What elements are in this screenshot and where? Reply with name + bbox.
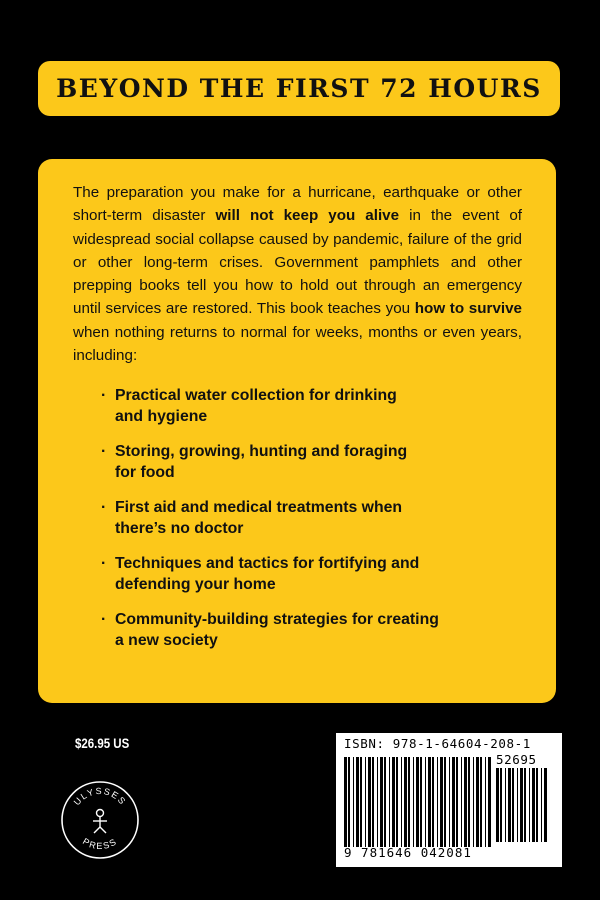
svg-text:ULYSSES xyxy=(72,786,129,807)
feature-text: First aid and medical treatments when xyxy=(115,499,403,517)
barcode-bar xyxy=(496,768,499,842)
barcode-bar xyxy=(452,757,455,847)
barcode-bar xyxy=(461,757,462,847)
barcode-bar xyxy=(432,757,434,847)
publisher-name-bottom: PRESS xyxy=(80,836,120,852)
barcode-bar xyxy=(485,757,486,847)
barcode-bar xyxy=(473,757,474,847)
barcode-bar xyxy=(505,768,506,842)
barcode-bar xyxy=(365,757,366,847)
barcode-bar xyxy=(413,757,414,847)
barcode-bar xyxy=(401,757,402,847)
barcode-bar xyxy=(428,757,431,847)
barcode-bar xyxy=(353,757,354,847)
barcode-bar xyxy=(476,757,479,847)
barcode-bar xyxy=(392,757,395,847)
barcode-bar xyxy=(536,768,538,842)
blurb-panel xyxy=(38,159,556,703)
barcode-bar xyxy=(541,768,542,842)
barcode-bar xyxy=(524,768,526,842)
bullet-icon: · xyxy=(101,499,107,517)
intro-text-2: in the event of widespread social collapse caused by pandemic, failure of the grid or other long-term crises. Government pamphlets and other prepping books tell you how to hold out through an emergency until services are restored. This book teaches you xyxy=(73,207,522,318)
barcode-bar xyxy=(529,768,530,842)
price-addon-barcode xyxy=(496,752,548,847)
barcode-bar xyxy=(384,757,386,847)
bullet-icon: · xyxy=(101,387,107,405)
ean-digits: 9 781646 042081 xyxy=(344,845,472,860)
barcode-bar xyxy=(440,757,443,847)
intro-paragraph xyxy=(73,181,522,367)
barcode-bar xyxy=(425,757,426,847)
bullet-icon: · xyxy=(101,443,107,461)
barcode-bar xyxy=(416,757,419,847)
barcode-bar xyxy=(544,768,547,842)
feature-text: Storing, growing, hunting and foraging xyxy=(115,443,408,461)
barcode-bar xyxy=(508,768,511,842)
intro-text-1: The preparation you make for a hurricane, earthquake or other short-term disaster xyxy=(73,184,522,225)
barcode-bar xyxy=(404,757,407,847)
barcode-bar xyxy=(520,768,523,842)
figure-icon xyxy=(93,810,107,834)
barcode-bar xyxy=(480,757,482,847)
barcode-bar xyxy=(380,757,383,847)
barcode-bar xyxy=(420,757,422,847)
ean-barcode xyxy=(344,757,494,847)
addon-code: 52695 xyxy=(496,752,537,767)
feature-item xyxy=(101,385,522,427)
barcode-bar xyxy=(488,757,491,847)
intro-text-3: when nothing returns to normal for weeks, months or even years, including: xyxy=(73,323,522,365)
intro-emphasis-2: how to survive xyxy=(414,300,523,318)
barcode-bar xyxy=(500,768,502,842)
feature-text: and hygiene xyxy=(115,408,208,426)
book-title: BEYOND THE FIRST 72 HOURS xyxy=(56,74,542,103)
barcode-bar xyxy=(512,768,514,842)
barcode-bar xyxy=(464,757,467,847)
feature-text: Techniques and tactics for fortifying and xyxy=(115,555,420,573)
feature-text: there’s no doctor xyxy=(115,520,244,538)
barcode-bar xyxy=(377,757,378,847)
feature-text: Practical water collection for drinking xyxy=(115,387,397,405)
barcode-bar xyxy=(532,768,535,842)
feature-item xyxy=(101,609,522,651)
barcode-bars xyxy=(344,757,494,847)
barcode-bar xyxy=(372,757,374,847)
barcode-bar xyxy=(517,768,518,842)
barcode-bar xyxy=(444,757,446,847)
barcode-bar xyxy=(468,757,470,847)
publisher-name-top: ULYSSES xyxy=(71,785,129,808)
barcode-bar xyxy=(437,757,438,847)
price-label: $26.95 US xyxy=(75,736,130,751)
barcode-bar xyxy=(456,757,458,847)
addon-bars xyxy=(496,768,548,842)
barcode-bar xyxy=(344,757,347,847)
svg-text:PRESS xyxy=(81,836,119,851)
barcode-bar xyxy=(356,757,359,847)
isbn-barcode xyxy=(336,733,562,867)
feature-text: for food xyxy=(115,464,175,482)
feature-item xyxy=(101,441,522,483)
intro-emphasis-1: will not keep you alive xyxy=(215,207,400,225)
feature-text: defending your home xyxy=(115,576,276,594)
feature-item xyxy=(101,553,522,595)
title-banner xyxy=(38,61,560,116)
feature-list xyxy=(73,385,522,651)
barcode-bar xyxy=(408,757,410,847)
barcode-bar xyxy=(389,757,390,847)
barcode-bar xyxy=(360,757,362,847)
feature-text: Community-building strategies for creating xyxy=(115,611,439,629)
barcode-bar xyxy=(368,757,371,847)
bullet-icon: · xyxy=(101,611,107,629)
bullet-icon: · xyxy=(101,555,107,573)
barcode-bar xyxy=(396,757,398,847)
feature-text: a new society xyxy=(115,632,218,650)
publisher-seal-logo xyxy=(60,780,140,860)
barcode-bar xyxy=(449,757,450,847)
isbn-number: ISBN: 978-1-64604-208-1 xyxy=(344,736,531,751)
barcode-bar xyxy=(348,757,350,847)
feature-item xyxy=(101,497,522,539)
